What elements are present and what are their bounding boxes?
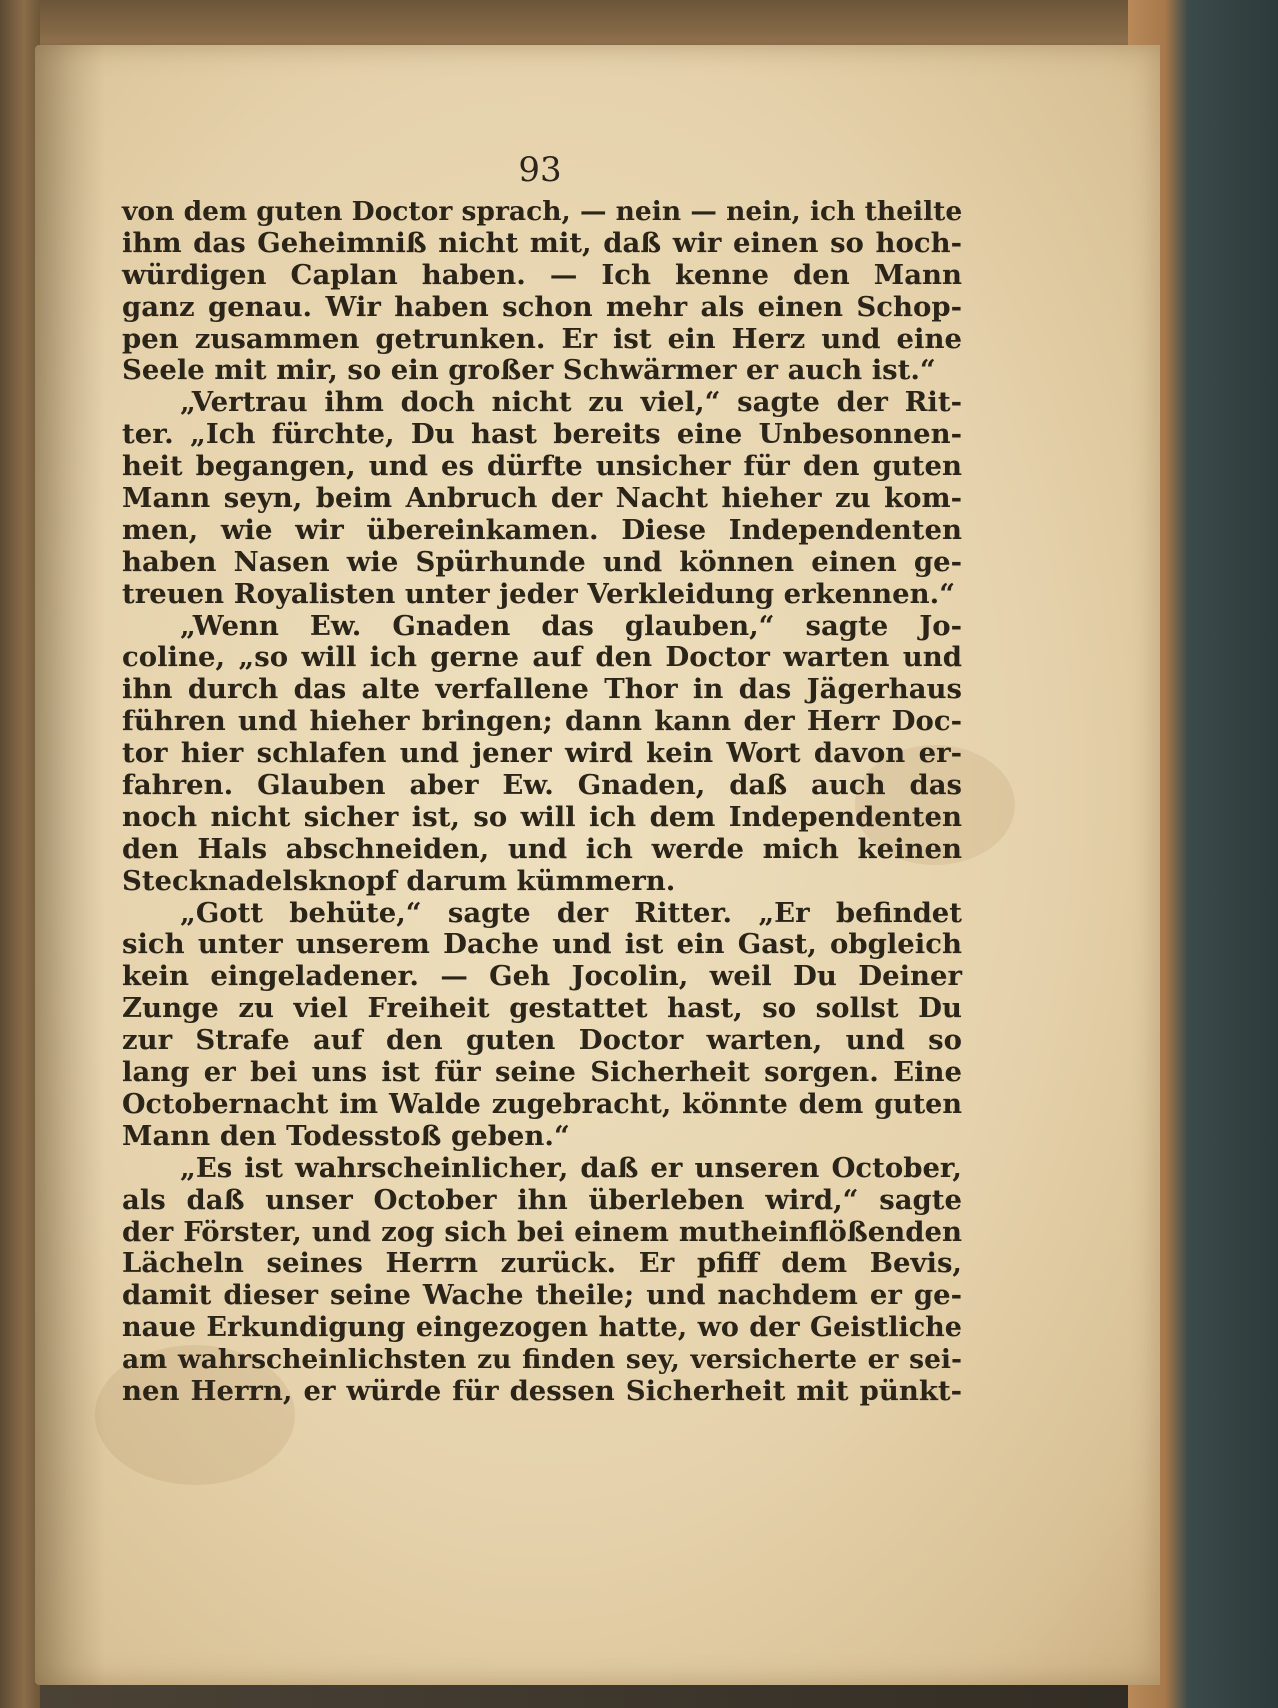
text-line: am wahrscheinlichsten zu finden sey, versicherte er sei-	[122, 1344, 962, 1376]
text-line: ganz genau. Wir haben schon mehr als einen Schop-	[122, 290, 962, 323]
text-line: coline, „so will ich gerne auf den Doctor warten und	[122, 641, 962, 674]
text-line: treuen Royalisten unter jeder Verkleidung erkennen.“	[122, 577, 956, 610]
text-line: men, wie wir übereinkamen. Diese Independenten	[122, 513, 962, 546]
text-line: zur Strafe auf den guten Doctor warten, und so	[122, 1024, 962, 1057]
text-line: noch nicht sicher ist, so will ich dem Independenten	[122, 800, 962, 833]
text-line: tor hier schlafen und jener wird kein Wort davon er-	[122, 737, 962, 770]
text-line: ter. „Ich fürchte, Du hast bereits eine Unbesonnen-	[122, 418, 962, 451]
text-line: „Wenn Ew. Gnaden das glauben,“ sagte Jo-	[180, 609, 962, 642]
text-line: Seele mit mir, so ein großer Schwärmer er auch ist.“	[122, 354, 936, 387]
text-line: den Hals abschneiden, und ich werde mich keinen	[122, 832, 962, 865]
text-line: der Förster, und zog sich bei einem mutheinflößenden	[122, 1215, 962, 1248]
text-line: würdigen Caplan haben. — Ich kenne den Mann	[122, 258, 962, 291]
text-line: heit begangen, und es dürfte unsicher für den guten	[122, 450, 962, 483]
text-line: fahren. Glauben aber Ew. Gnaden, daß auch das	[122, 769, 962, 802]
text-line: Lächeln seines Herrn zurück. Er pfiff dem Bevis,	[122, 1247, 962, 1280]
text-line: als daß unser October ihn überleben wird,“ sagte	[122, 1183, 962, 1216]
text-line: ihn durch das alte verfallene Thor in das Jägerhaus	[122, 673, 962, 706]
text-line: Mann den Todesstoß geben.“	[122, 1119, 570, 1152]
text-line: lang er bei uns ist für seine Sicherheit sorgen. Eine	[122, 1056, 962, 1089]
text-line: „Gott behüte,“ sagte der Ritter. „Er befindet	[180, 896, 962, 929]
text-line: Zunge zu viel Freiheit gestattet hast, so sollst Du	[122, 992, 962, 1025]
text-line: von dem guten Doctor sprach, — nein — nein, ich theilte	[122, 196, 963, 227]
book-cover-left-edge	[0, 0, 40, 1708]
text-line: Octobernacht im Walde zugebracht, könnte dem guten	[122, 1088, 962, 1120]
page-number: 93	[518, 150, 562, 190]
text-line: pen zusammen getrunken. Er ist ein Herz und eine	[122, 322, 962, 355]
text-line: haben Nasen wie Spürhunde und können einen ge-	[122, 545, 962, 578]
text-line: naue Erkundigung eingezogen hatte, wo der Geistliche	[122, 1312, 962, 1344]
text-line: „Es ist wahrscheinlicher, daß er unseren October,	[180, 1151, 962, 1184]
text-line: kein eingeladener. — Geh Jocolin, weil Du Deiner	[122, 960, 962, 993]
text-line: Mann seyn, beim Anbruch der Nacht hieher zu kom-	[122, 482, 962, 515]
text-line: Stecknadelsknopf darum kümmern.	[122, 864, 676, 897]
body-text	[122, 196, 962, 1408]
text-line: damit dieser seine Wache theile; und nachdem er ge-	[122, 1279, 962, 1312]
text-line: ihm das Geheimniß nicht mit, daß wir einen so hoch-	[122, 226, 962, 259]
text-line: führen und hieher bringen; dann kann der Herr Doc-	[122, 705, 962, 738]
gutter-shadow	[35, 45, 105, 1685]
text-line: nen Herrn, er würde für dessen Sicherheit mit pünkt-	[122, 1374, 962, 1407]
text-line: sich unter unserem Dache und ist ein Gast, obgleich	[122, 928, 962, 961]
text-line: „Vertrau ihm doch nicht zu viel,“ sagte der Rit-	[180, 386, 962, 419]
